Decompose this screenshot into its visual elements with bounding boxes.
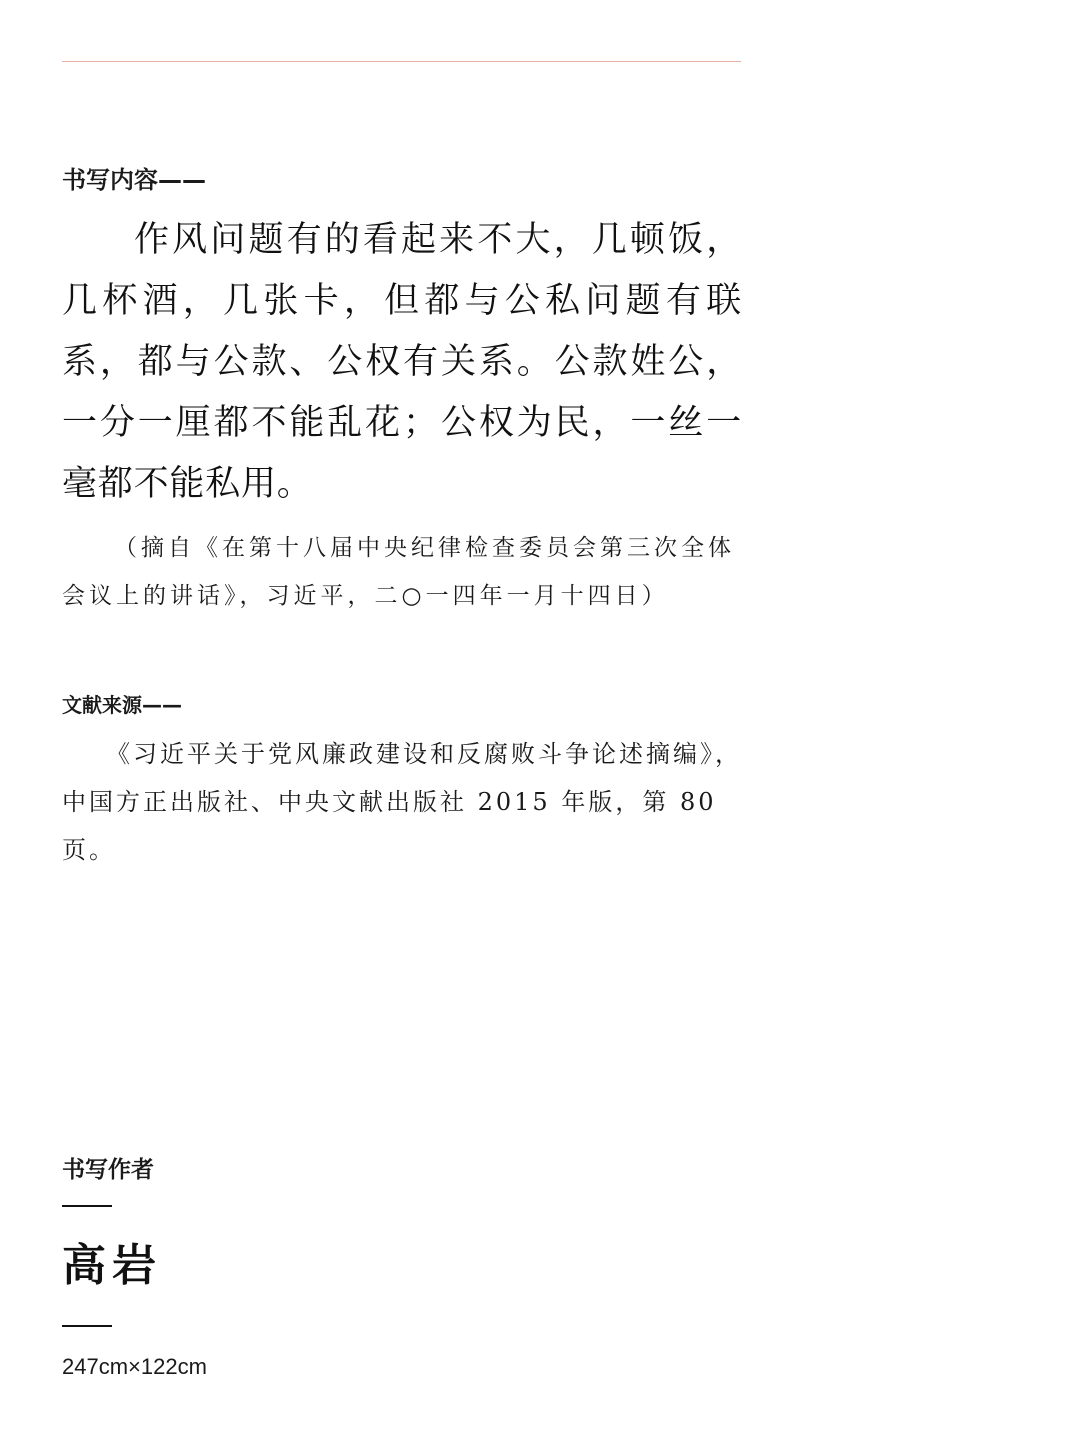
content-heading: 书写内容—— — [62, 166, 206, 194]
source-heading: 文献来源—— — [62, 693, 182, 717]
author-divider-top — [62, 1205, 112, 1207]
artwork-dimensions: 247cm×122cm — [62, 1354, 207, 1379]
author-heading: 书写作者 — [62, 1157, 154, 1183]
source-text: 《习近平关于党风廉政建设和反腐败斗争论述摘编》，中国方正出版社、中央文献出版社 2015 年版，第 80 页。 — [62, 740, 742, 864]
author-divider-bottom — [62, 1325, 112, 1327]
author-name: 高岩 — [62, 1240, 162, 1291]
quote-text: 作风问题有的看起来不大，几顿饭，几杯酒，几张卡，但都与公私问题有联系，都与公款、公权有关系。公款姓公，一分一厘都不能乱花；公权为民，一丝一毫都不能私用。 — [62, 220, 742, 504]
quote-citation: （摘自《在第十八届中央纪律检查委员会第三次全体会议上的讲话》，习近平，二○一四年一月十四日） — [62, 535, 735, 609]
top-divider — [62, 61, 741, 62]
